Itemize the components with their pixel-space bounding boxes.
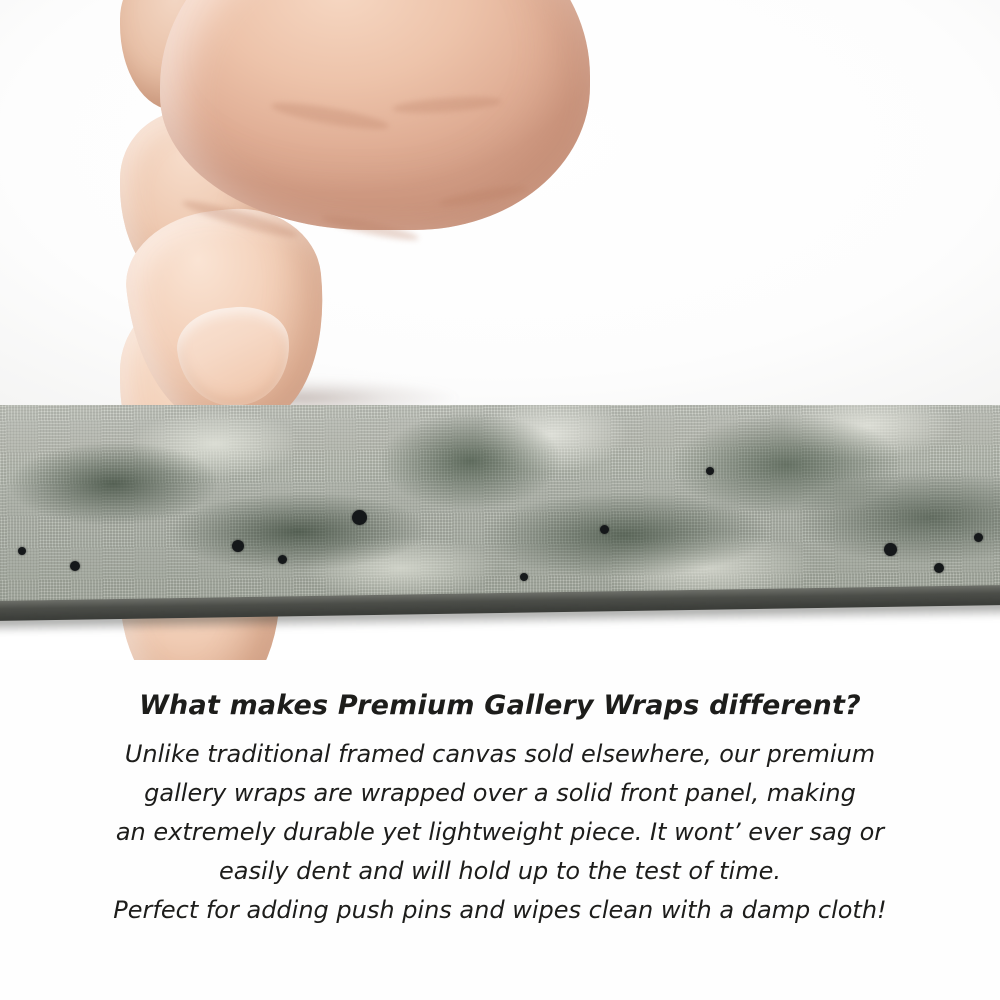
artwork-speck <box>884 543 897 556</box>
artwork-speck <box>706 467 714 475</box>
artwork-speck <box>934 563 944 573</box>
caption-line: Unlike traditional framed canvas sold elsewhere, our premium <box>124 740 876 768</box>
caption-line: Perfect for adding push pins and wipes clean with a damp cloth! <box>113 896 887 924</box>
caption-line: an extremely durable yet lightweight piece. It wont’ ever sag or <box>115 818 885 846</box>
caption-title: What makes Premium Gallery Wraps different? <box>139 690 861 721</box>
hand-pressing-canvas <box>120 0 600 430</box>
artwork-speck <box>70 561 80 571</box>
artwork-speck <box>278 555 287 564</box>
canvas-edge-artwork <box>0 405 1000 637</box>
canvas-print-surface <box>0 405 1000 617</box>
thumbnail <box>173 302 295 411</box>
artwork-speck <box>232 540 244 552</box>
artwork-speck <box>18 547 26 555</box>
artwork-speck <box>520 573 528 581</box>
artwork-speck <box>600 525 609 534</box>
artwork-speck <box>974 533 983 542</box>
caption-line: easily dent and will hold up to the test of time. <box>218 857 781 885</box>
caption-line: gallery wraps are wrapped over a solid front panel, making <box>144 779 856 807</box>
artwork-speck <box>352 510 367 525</box>
caption-block <box>0 690 1000 930</box>
